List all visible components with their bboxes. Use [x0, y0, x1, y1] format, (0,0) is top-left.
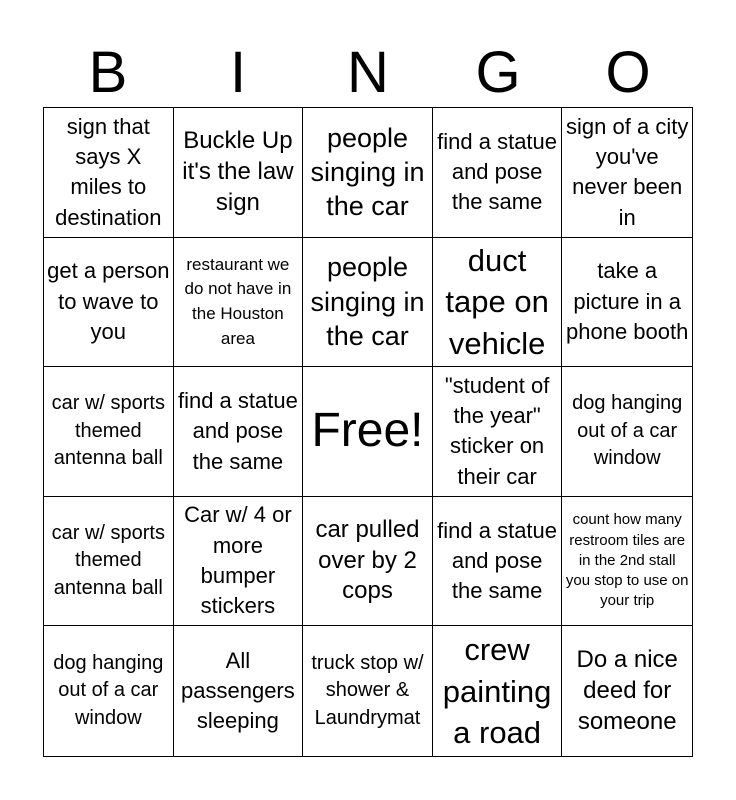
bingo-board — [43, 107, 693, 757]
bingo-cell[interactable]: find a statue and pose the same — [433, 108, 563, 238]
free-space[interactable]: Free! — [303, 367, 433, 497]
bingo-cell[interactable]: Do a nice deed for someone — [576, 646, 678, 735]
bingo-cell[interactable]: people singing in the car — [303, 238, 433, 368]
bingo-cell[interactable]: sign of a city you've never been in — [562, 108, 692, 238]
bingo-cell[interactable]: dog hanging out of a car window — [44, 626, 174, 756]
bingo-cell[interactable]: car w/ sports themed antenna ball — [44, 497, 174, 627]
bingo-cell[interactable]: find a statue and pose the same — [174, 367, 304, 497]
bingo-cell[interactable]: take a picture in a phone booth — [562, 238, 692, 368]
bingo-cell[interactable]: Buckle Up it's the law sign — [174, 108, 304, 238]
bingo-cell[interactable]: crew painting a road — [433, 626, 563, 756]
header-letter-o: O — [605, 40, 651, 105]
bingo-cell[interactable]: truck stop w/ shower & Laundrymat — [303, 626, 433, 756]
bingo-cell[interactable]: people singing in the car — [303, 108, 433, 238]
bingo-cell[interactable]: car w/ sports themed antenna ball — [44, 367, 174, 497]
bingo-cell[interactable]: find a statue and pose the same — [433, 497, 563, 627]
bingo-cell[interactable]: restaurant we do not have in the Houston area — [174, 238, 304, 368]
bingo-cell[interactable]: All passengers sleeping — [174, 626, 304, 756]
bingo-cell[interactable]: get a person to wave to you — [44, 238, 174, 368]
header-letter-n: N — [347, 40, 389, 105]
bingo-cell[interactable]: dog hanging out of a car window — [562, 367, 692, 497]
header-letter-b: B — [88, 40, 128, 105]
bingo-cell[interactable]: car pulled over by 2 cops — [303, 497, 433, 627]
bingo-cell[interactable]: "student of the year" sticker on their car — [433, 367, 563, 497]
bingo-cell[interactable]: sign that says X miles to destination — [44, 108, 174, 238]
header-letter-g: G — [475, 40, 521, 105]
header-letter-i: I — [229, 40, 247, 105]
bingo-header — [43, 38, 693, 108]
bingo-cell[interactable]: duct tape on vehicle — [433, 238, 563, 368]
bingo-cell[interactable]: Car w/ 4 or more bumper stickers — [174, 497, 304, 627]
bingo-cell[interactable]: count how many restroom tiles are in the 2nd stall you stop to use on your trip — [562, 497, 692, 627]
